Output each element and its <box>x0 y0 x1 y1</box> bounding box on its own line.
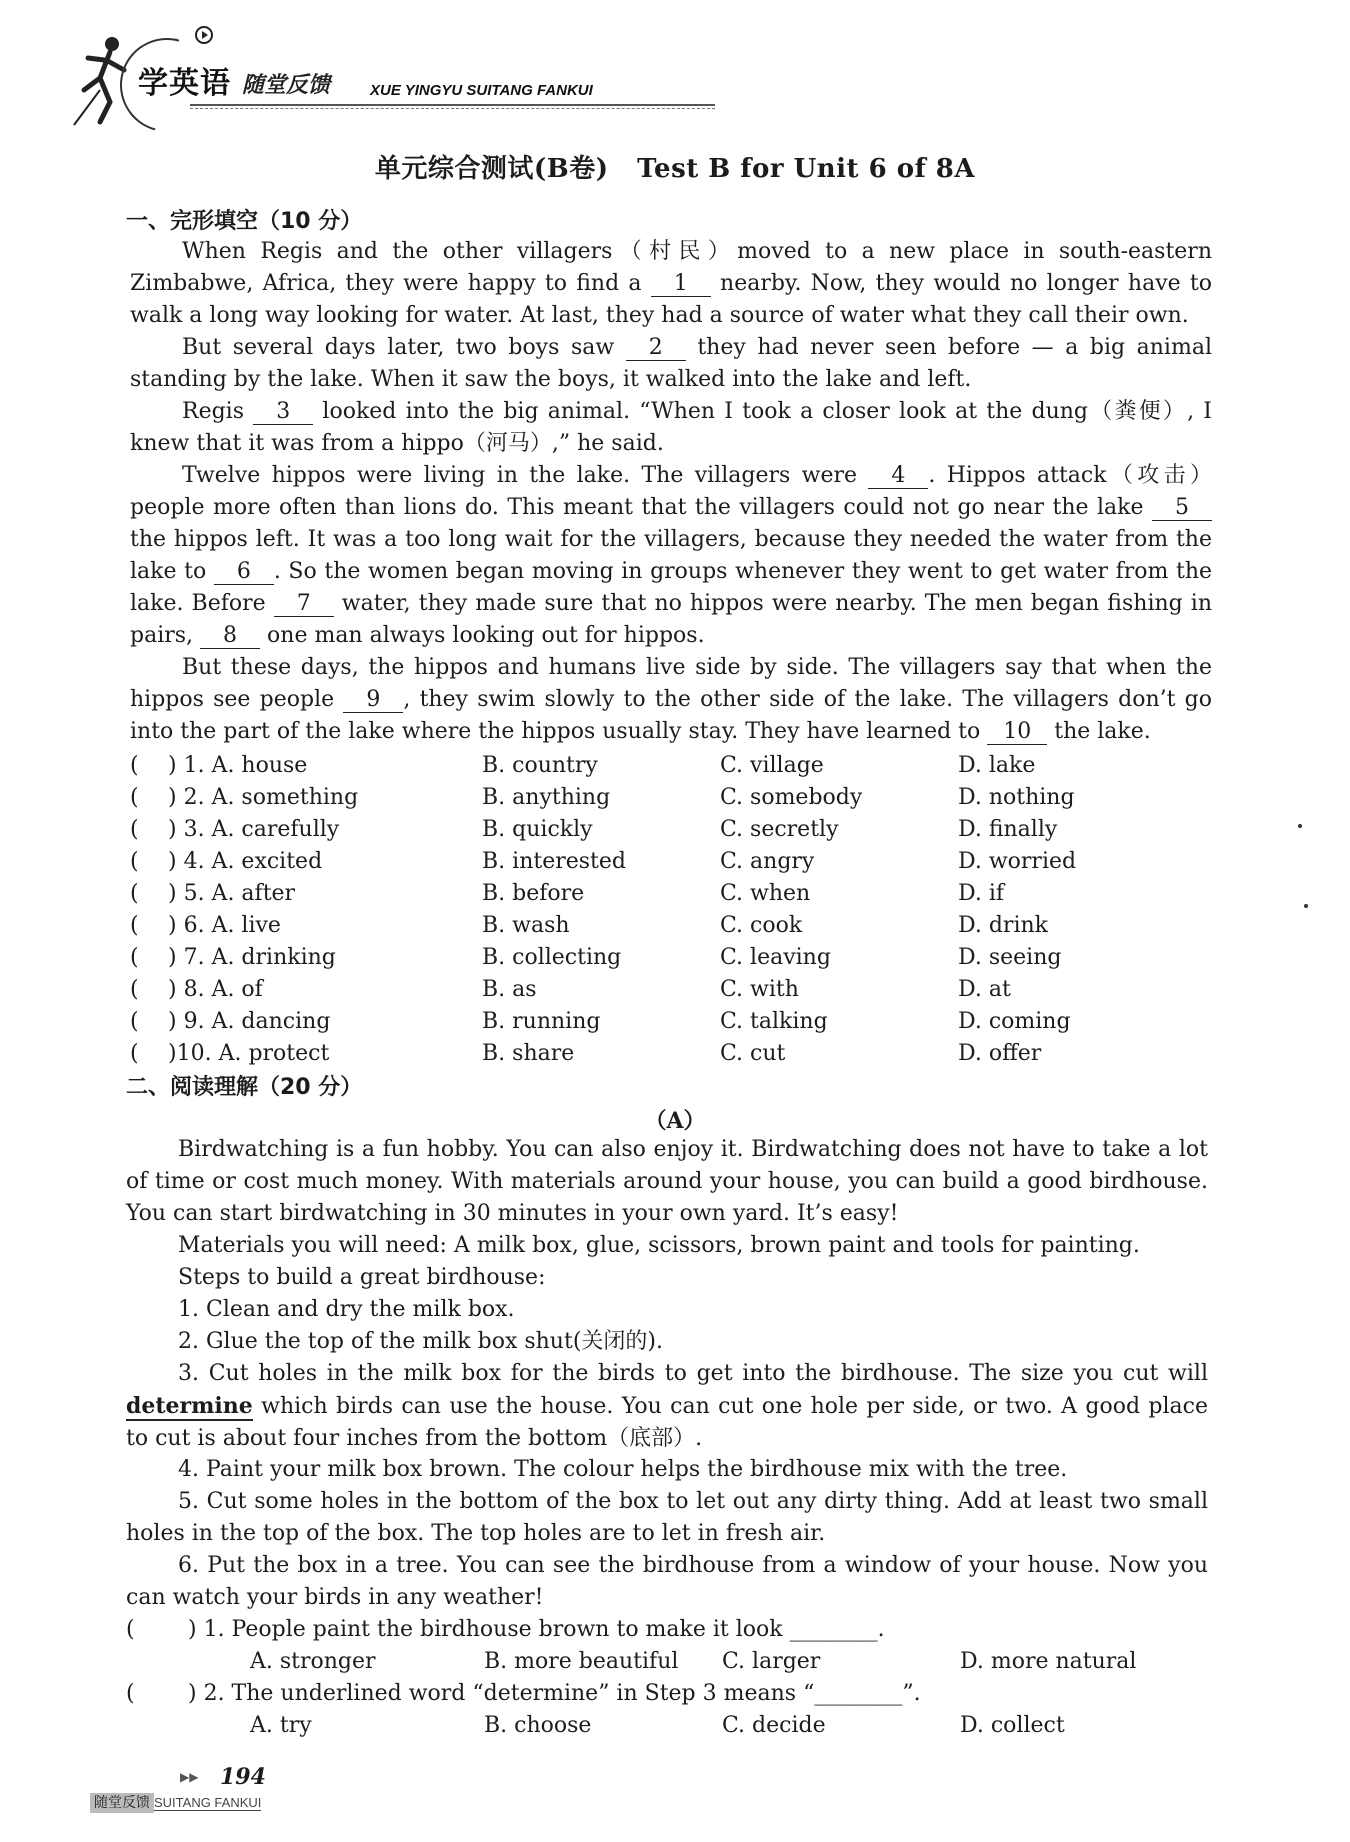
question-stem: ) 1. People paint the birdhouse brown to make it look ________. <box>188 1617 885 1642</box>
question-option-a[interactable]: ) 2. A. something <box>168 785 359 810</box>
option-c[interactable]: C. when <box>720 881 811 906</box>
reading-question-2 <box>126 1678 1226 1710</box>
option-c[interactable]: C. cook <box>720 913 803 938</box>
footer-tag-zh: 随堂反馈 <box>90 1793 154 1813</box>
section-heading-cloze: 一、完形填空（10 分） <box>126 209 363 234</box>
answer-bracket[interactable]: ( <box>130 913 139 938</box>
option-d[interactable]: D. drink <box>958 913 1048 938</box>
option-c[interactable]: C. secretly <box>720 817 839 842</box>
cloze-text: . So the women began moving in groups whenever they went to get water from the lake. Before <box>130 559 1213 616</box>
header-rule-dashed <box>190 108 715 109</box>
question-option-a[interactable]: ) 8. A. of <box>168 977 263 1002</box>
option-b[interactable]: B. share <box>482 1041 575 1066</box>
reading-steps-intro: Steps to build a great birdhouse: <box>178 1265 546 1290</box>
step-3-text: which birds can use the house. You can cut one hole per side, or two. A good place to cut is about four inches from the bottom（底部）. <box>126 1394 1208 1451</box>
cloze-text: nearby. Now, they would no longer have to walk a long way looking for water. At last, they had a source of water what they call their own. <box>130 271 1213 328</box>
reading-materials: Materials you will need: A milk box, glue, scissors, brown paint and tools for painting. <box>178 1233 1140 1258</box>
cloze-paragraph-3 <box>130 396 1212 460</box>
footer-tag-en: SUITANG FANKUI <box>154 1795 262 1810</box>
option-d[interactable]: D. if <box>958 881 1005 906</box>
cloze-text: When Regis and the other villagers（村民）moved to a new place in south-eastern Zimbabwe, Africa, they were happy to find a <box>130 239 1212 296</box>
cloze-paragraph-5 <box>130 652 1212 748</box>
passage-label: （A） <box>644 1108 706 1134</box>
cloze-question-row <box>130 974 1230 1006</box>
reading-step-6: 6. Put the box in a tree. You can see the birdhouse from a window of your house. Now you can watch your birds in any weather! <box>126 1553 1208 1610</box>
cloze-text: Twelve hippos were living in the lake. The villagers were <box>182 463 869 488</box>
option-b[interactable]: B. before <box>482 881 585 906</box>
cloze-question-row <box>130 1006 1230 1038</box>
question-stem: ) 2. The underlined word “determine” in Step 3 means “________”. <box>188 1681 921 1706</box>
cloze-question-row <box>130 846 1230 878</box>
cloze-text: Regis <box>182 399 254 424</box>
scan-dot <box>1304 904 1308 908</box>
question-option-a[interactable]: ) 5. A. after <box>168 881 296 906</box>
option-d[interactable]: D. at <box>958 977 1011 1002</box>
cloze-question-row <box>130 910 1230 942</box>
reading-options-2 <box>126 1710 1226 1742</box>
question-option-a[interactable]: ) 9. A. dancing <box>168 1009 331 1034</box>
cloze-blank-2: 2 <box>626 336 686 361</box>
answer-bracket[interactable]: ( <box>130 977 139 1002</box>
cloze-text: they had never seen before — a big animal standing by the lake. When it saw the boys, it walked into the lake and left. <box>130 335 1212 392</box>
option-a[interactable]: A. try <box>250 1713 312 1738</box>
cloze-paragraph-1 <box>130 236 1212 332</box>
cloze-paragraph-2 <box>130 332 1212 396</box>
option-c[interactable]: C. leaving <box>720 945 831 970</box>
cloze-blank-10: 10 <box>987 720 1047 745</box>
option-b[interactable]: B. quickly <box>482 817 593 842</box>
option-c[interactable]: C. angry <box>720 849 815 874</box>
option-c[interactable]: C. decide <box>722 1713 826 1738</box>
option-c[interactable]: C. with <box>720 977 799 1002</box>
option-c[interactable]: C. village <box>720 753 824 778</box>
option-d[interactable]: D. more natural <box>960 1649 1137 1674</box>
option-b[interactable]: B. wash <box>482 913 570 938</box>
answer-bracket[interactable]: ( <box>126 1617 135 1642</box>
reading-step-4: 4. Paint your milk box brown. The colour helps the birdhouse mix with the tree. <box>178 1457 1068 1482</box>
cloze-blank-7: 7 <box>274 592 334 617</box>
cloze-blank-3: 3 <box>253 400 313 425</box>
reading-step-2: 2. Glue the top of the milk box shut(关闭的). <box>178 1329 663 1354</box>
option-d[interactable]: D. lake <box>958 753 1036 778</box>
cloze-question-row <box>130 750 1230 782</box>
option-c[interactable]: C. talking <box>720 1009 828 1034</box>
option-a[interactable]: A. stronger <box>250 1649 376 1674</box>
reading-paragraph-1: Birdwatching is a fun hobby. You can also enjoy it. Birdwatching does not have to take a lot of time or cost much money. With materials around your house, you can build a good birdhouse. You can start birdwatching in 30 minutes in your own yard. It’s easy! <box>126 1137 1208 1226</box>
cloze-question-row <box>130 1038 1230 1070</box>
option-b[interactable]: B. more beautiful <box>484 1649 679 1674</box>
answer-bracket[interactable]: ( <box>130 817 139 842</box>
cloze-text: the lake. <box>1047 719 1151 744</box>
answer-bracket[interactable]: ( <box>130 881 139 906</box>
cloze-text: one man always looking out for hippos. <box>260 623 705 648</box>
answer-bracket[interactable]: ( <box>130 1041 139 1066</box>
option-b[interactable]: B. country <box>482 753 598 778</box>
question-option-a[interactable]: )10. A. protect <box>168 1041 330 1066</box>
cloze-blank-5: 5 <box>1152 496 1212 521</box>
option-b[interactable]: B. collecting <box>482 945 622 970</box>
reading-step-5: 5. Cut some holes in the bottom of the box to let out any dirty thing. Add at least two small holes in the top of the box. The top holes are to let in fresh air. <box>126 1489 1208 1546</box>
option-d[interactable]: D. nothing <box>958 785 1075 810</box>
option-b[interactable]: B. running <box>482 1009 601 1034</box>
underlined-word: determine <box>126 1393 253 1419</box>
cloze-blank-1: 1 <box>651 272 711 297</box>
option-d[interactable]: D. seeing <box>958 945 1062 970</box>
option-b[interactable]: B. interested <box>482 849 626 874</box>
reading-question-1 <box>126 1614 1226 1646</box>
scan-dot <box>1298 824 1302 828</box>
page-number: 194 <box>220 1764 266 1790</box>
cloze-text: the hippos left. It was a too long wait for the villagers, because they needed the water from the lake to <box>130 527 1212 584</box>
answer-bracket[interactable]: ( <box>130 785 139 810</box>
answer-bracket[interactable]: ( <box>126 1681 135 1706</box>
logo-sub-text: 随堂反馈 <box>242 73 331 98</box>
logo-pinyin-text: XUE YINGYU SUITANG FANKUI <box>370 82 593 99</box>
arrow-icon: ▶▶ <box>180 1770 199 1784</box>
question-option-a[interactable]: ) 6. A. live <box>168 913 281 938</box>
cloze-text: But these days, the hippos and humans live side by side. The villagers say that when the hippos see people <box>130 655 1212 712</box>
cloze-question-row <box>130 814 1230 846</box>
option-c[interactable]: C. somebody <box>720 785 863 810</box>
option-c[interactable]: C. larger <box>722 1649 821 1674</box>
cloze-blank-8: 8 <box>200 624 260 649</box>
section-heading-reading: 二、阅读理解（20 分） <box>126 1075 363 1100</box>
option-c[interactable]: C. cut <box>720 1041 786 1066</box>
question-option-a[interactable]: ) 4. A. excited <box>168 849 323 874</box>
answer-bracket[interactable]: ( <box>130 753 139 778</box>
question-option-a[interactable]: ) 7. A. drinking <box>168 945 336 970</box>
header <box>70 20 650 120</box>
reading-step-3 <box>126 1358 1208 1455</box>
cloze-question-row <box>130 942 1230 974</box>
page-title: 单元综合测试(B卷) Test B for Unit 6 of 8A <box>374 154 976 184</box>
reading-options-1 <box>126 1646 1226 1678</box>
option-b[interactable]: B. anything <box>482 785 611 810</box>
cloze-paragraph-4 <box>130 460 1212 652</box>
answer-bracket[interactable]: ( <box>130 1009 139 1034</box>
cloze-blank-9: 9 <box>343 688 403 713</box>
cloze-blank-6: 6 <box>214 560 274 585</box>
cloze-blank-4: 4 <box>868 464 928 489</box>
header-rule <box>190 104 715 106</box>
option-d[interactable]: D. offer <box>958 1041 1042 1066</box>
play-icon <box>195 26 213 44</box>
cloze-text: water, they made sure that no hippos were nearby. The men began fishing in pairs, <box>130 591 1212 648</box>
option-d[interactable]: D. collect <box>960 1713 1065 1738</box>
reading-step-1: 1. Clean and dry the milk box. <box>178 1297 515 1322</box>
footer-tag <box>90 1792 261 1812</box>
cloze-question-row <box>130 878 1230 910</box>
question-option-a[interactable]: ) 3. A. carefully <box>168 817 340 842</box>
option-d[interactable]: D. worried <box>958 849 1077 874</box>
option-d[interactable]: D. coming <box>958 1009 1071 1034</box>
option-d[interactable]: D. finally <box>958 817 1058 842</box>
answer-bracket[interactable]: ( <box>130 849 139 874</box>
logo-main-text: 学英语 <box>138 66 231 101</box>
cloze-text: But several days later, two boys saw <box>182 335 626 360</box>
cloze-text: looked into the big animal. “When I took a closer look at the dung（粪便）, I knew that it was from a hippo（河马）,” he said. <box>130 399 1212 456</box>
question-option-a[interactable]: ) 1. A. house <box>168 753 308 778</box>
cloze-question-row <box>130 782 1230 814</box>
option-b[interactable]: B. as <box>482 977 537 1002</box>
option-b[interactable]: B. choose <box>484 1713 592 1738</box>
cloze-text: , they swim slowly to the other side of the lake. The villagers don’t go into the part of the lake where the hippos usually stay. They have learned to <box>130 687 1212 744</box>
step-3-text: 3. Cut holes in the milk box for the birds to get into the birdhouse. The size you cut will <box>178 1361 1208 1386</box>
answer-bracket[interactable]: ( <box>130 945 139 970</box>
cloze-text: . Hippos attack（攻击）people more often than lions do. This meant that the villagers could not go near the lake <box>130 463 1212 520</box>
